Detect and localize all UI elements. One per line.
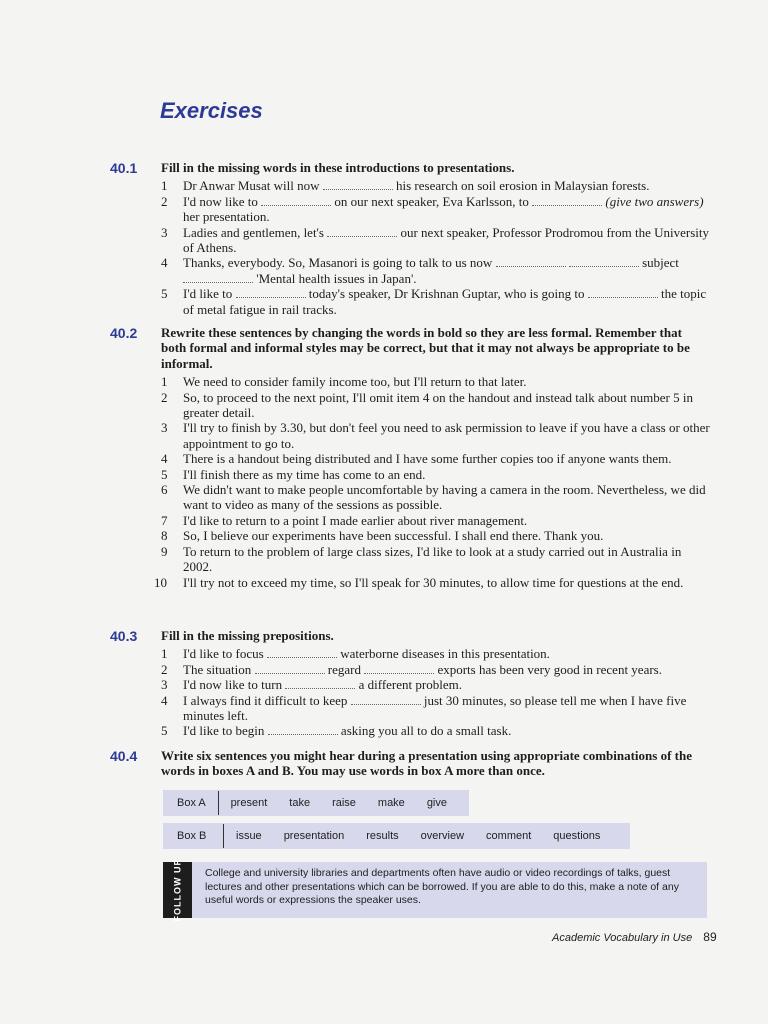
- page-footer: [552, 930, 717, 944]
- box-word: raise: [332, 797, 356, 809]
- item-number: 4: [161, 255, 168, 271]
- box-word: take: [289, 797, 311, 809]
- item-number: 3: [161, 420, 168, 436]
- answer-blank[interactable]: [261, 197, 331, 206]
- item-text: I'll try not to exceed my time, so I'll speak for 30 minutes, to allow time for questions at the end.: [183, 574, 684, 590]
- exercise-instruction: Fill in the missing prepositions.: [161, 628, 334, 643]
- answer-blank[interactable]: [323, 181, 393, 190]
- exercise-instruction: Write six sentences you might hear during a presentation using appropriate combinations of the words in boxes A and B. You may use words in box A more than once.: [161, 748, 692, 779]
- item-number: 5: [161, 286, 168, 302]
- exercise-item: [161, 723, 710, 738]
- box-word: give: [426, 797, 447, 809]
- item-text: The situation: [183, 661, 255, 677]
- box-word: results: [366, 830, 399, 842]
- item-number: 6: [161, 482, 168, 498]
- box-divider: [223, 824, 224, 848]
- item-text: exports has been very good in recent years.: [434, 661, 662, 677]
- item-number: 3: [161, 224, 168, 240]
- item-text: I'd like to focus: [183, 646, 267, 662]
- box-word: overview: [420, 830, 465, 842]
- item-text: Ladies and gentlemen, let's: [183, 224, 328, 240]
- item-text: (give two answers): [605, 193, 704, 209]
- item-text: the topic of metal fatigue in rail tracks.: [183, 286, 707, 317]
- item-text: a different problem.: [355, 677, 462, 693]
- item-text: just 30 minutes, so please tell me when I have five minutes left.: [183, 692, 687, 724]
- exercise-instruction: Rewrite these sentences by changing the words in bold so they are less formal. Remember that both formal and informal styles may be correct, but that it may not always be appropriate to be informal.: [161, 325, 690, 371]
- exercise-number: 40.1: [110, 160, 138, 176]
- item-text: I'll try to finish by 3.30, but don't feel you need to ask permission to leave if you have a class or other appointment to go to.: [183, 420, 710, 451]
- answer-blank[interactable]: [532, 197, 602, 206]
- answer-blank[interactable]: [183, 274, 253, 283]
- exercise-items: [154, 374, 710, 590]
- item-text: Thanks, everybody. So, Masanori is going to talk to us now: [183, 255, 496, 271]
- item-number: 1: [161, 178, 168, 194]
- exercise-40-1: [110, 160, 710, 317]
- exercise-item: [161, 528, 710, 543]
- item-number: 2: [161, 661, 168, 677]
- exercise-item: [161, 482, 710, 513]
- exercise-item: [161, 513, 710, 528]
- item-text: subject: [638, 255, 679, 271]
- exercise-number: 40.4: [110, 748, 138, 764]
- item-text: I'll finish there as my time has come to an end.: [183, 466, 426, 482]
- box-word: issue: [236, 830, 262, 842]
- answer-blank[interactable]: [236, 289, 306, 298]
- follow-up-tag: [163, 858, 192, 922]
- exercise-item: [161, 677, 710, 692]
- exercise-item: [161, 420, 710, 451]
- item-text: his research on soil erosion in Malaysian forests.: [392, 178, 650, 194]
- item-text: I always find it difficult to keep: [183, 692, 351, 708]
- item-number: 8: [161, 528, 168, 544]
- answer-blank[interactable]: [327, 228, 397, 237]
- item-number: 2: [161, 193, 168, 209]
- answer-blank[interactable]: [268, 726, 338, 735]
- item-text: on our next speaker, Eva Karlsson, to: [331, 193, 533, 209]
- follow-up-panel: [163, 858, 707, 922]
- item-number: 5: [161, 466, 168, 482]
- item-number: 5: [161, 723, 168, 739]
- item-text: We didn't want to make people uncomfortable by having a camera in the room. Nevertheless, we did want to video as many of the sessions as possible.: [183, 482, 706, 513]
- item-number: 7: [161, 512, 168, 528]
- exercise-items: [161, 178, 710, 317]
- box-label: Box B: [177, 830, 207, 842]
- box-word: comment: [486, 830, 532, 842]
- answer-blank[interactable]: [364, 665, 434, 674]
- box-label: Box A: [177, 797, 206, 809]
- item-text: today's speaker, Dr Krishnan Guptar, who is going to: [305, 286, 588, 302]
- box-word: presentation: [283, 830, 345, 842]
- item-text: So, I believe our experiments have been successful. I shall end there. Thank you.: [183, 528, 604, 544]
- item-text: So, to proceed to the next point, I'll omit item 4 on the handout and instead talk about number 5 in greater detail.: [183, 389, 693, 421]
- box-word: questions: [553, 830, 601, 842]
- answer-blank[interactable]: [588, 289, 658, 298]
- box-word: present: [230, 797, 268, 809]
- answer-blank[interactable]: [496, 258, 566, 267]
- item-number: 1: [161, 646, 168, 662]
- item-text: I'd now like to: [183, 193, 262, 209]
- item-text: regard: [324, 661, 365, 677]
- exercise-40-2: [110, 325, 710, 590]
- exercise-40-4: [110, 748, 710, 779]
- page-title: Exercises: [160, 98, 263, 123]
- item-number: 4: [161, 692, 168, 708]
- item-text: her presentation.: [183, 209, 270, 225]
- follow-up-tag-label: FOLLOW UP: [172, 858, 183, 922]
- word-box-b: [163, 823, 630, 849]
- exercise-item: [161, 451, 710, 466]
- word-box-a: [163, 790, 469, 816]
- item-text: To return to the problem of large class sizes, I'd like to look at a study carried out in Australia in 2002.: [183, 543, 682, 575]
- item-text: I'd now like to turn: [183, 677, 286, 693]
- answer-blank[interactable]: [569, 258, 639, 267]
- item-number: 1: [161, 374, 168, 390]
- item-text: I'd like to begin: [183, 723, 268, 739]
- exercise-item: [161, 225, 710, 256]
- item-text: our next speaker, Professor Prodromou from the University of Athens.: [183, 224, 709, 256]
- item-text: 'Mental health issues in Japan'.: [253, 270, 417, 286]
- exercise-items: [161, 646, 710, 738]
- exercise-number: 40.3: [110, 628, 138, 644]
- item-text: I'd like to: [183, 286, 236, 302]
- answer-blank[interactable]: [285, 680, 355, 689]
- exercise-instruction: Fill in the missing words in these introductions to presentations.: [161, 160, 515, 175]
- answer-blank[interactable]: [267, 649, 337, 658]
- box-word: make: [377, 797, 405, 809]
- item-text: We need to consider family income too, but I'll return to that later.: [183, 374, 527, 390]
- item-text: waterborne diseases in this presentation.: [336, 646, 550, 662]
- exercise-number: 40.2: [110, 325, 138, 341]
- exercise-item: [161, 467, 710, 482]
- exercise-item: [161, 390, 710, 421]
- item-number: 2: [161, 389, 168, 405]
- follow-up-text: College and university libraries and departments often have audio or video recordings of talks, guest lectures and other presentations which can be borrowed. If you are able to do this, make a note of any useful words or expressions the speaker uses.: [205, 867, 679, 906]
- item-text: asking you all to do a small task.: [337, 723, 512, 739]
- item-number: 10: [154, 574, 167, 590]
- exercise-item: [161, 194, 710, 225]
- exercise-item: [154, 574, 710, 590]
- exercise-item: [161, 286, 710, 317]
- item-number: 3: [161, 677, 168, 693]
- exercise-item: [161, 374, 710, 389]
- page-number: 89: [703, 930, 717, 944]
- exercise-40-3: [110, 628, 710, 739]
- exercise-item: [161, 255, 710, 286]
- item-number: 9: [161, 543, 168, 559]
- book-title: Academic Vocabulary in Use: [552, 932, 693, 944]
- item-text: There is a handout being distributed and I have some further copies too if anyone wants them.: [183, 451, 672, 467]
- exercise-item: [161, 693, 710, 724]
- box-divider: [218, 791, 219, 815]
- item-text: I'd like to return to a point I made earlier about river management.: [183, 512, 528, 528]
- exercise-item: [161, 662, 710, 677]
- answer-blank[interactable]: [255, 665, 325, 674]
- exercise-item: [161, 178, 710, 193]
- answer-blank[interactable]: [351, 696, 421, 705]
- item-number: 4: [161, 451, 168, 467]
- item-text: Dr Anwar Musat will now: [183, 178, 323, 194]
- exercise-item: [161, 646, 710, 661]
- exercise-item: [161, 544, 710, 575]
